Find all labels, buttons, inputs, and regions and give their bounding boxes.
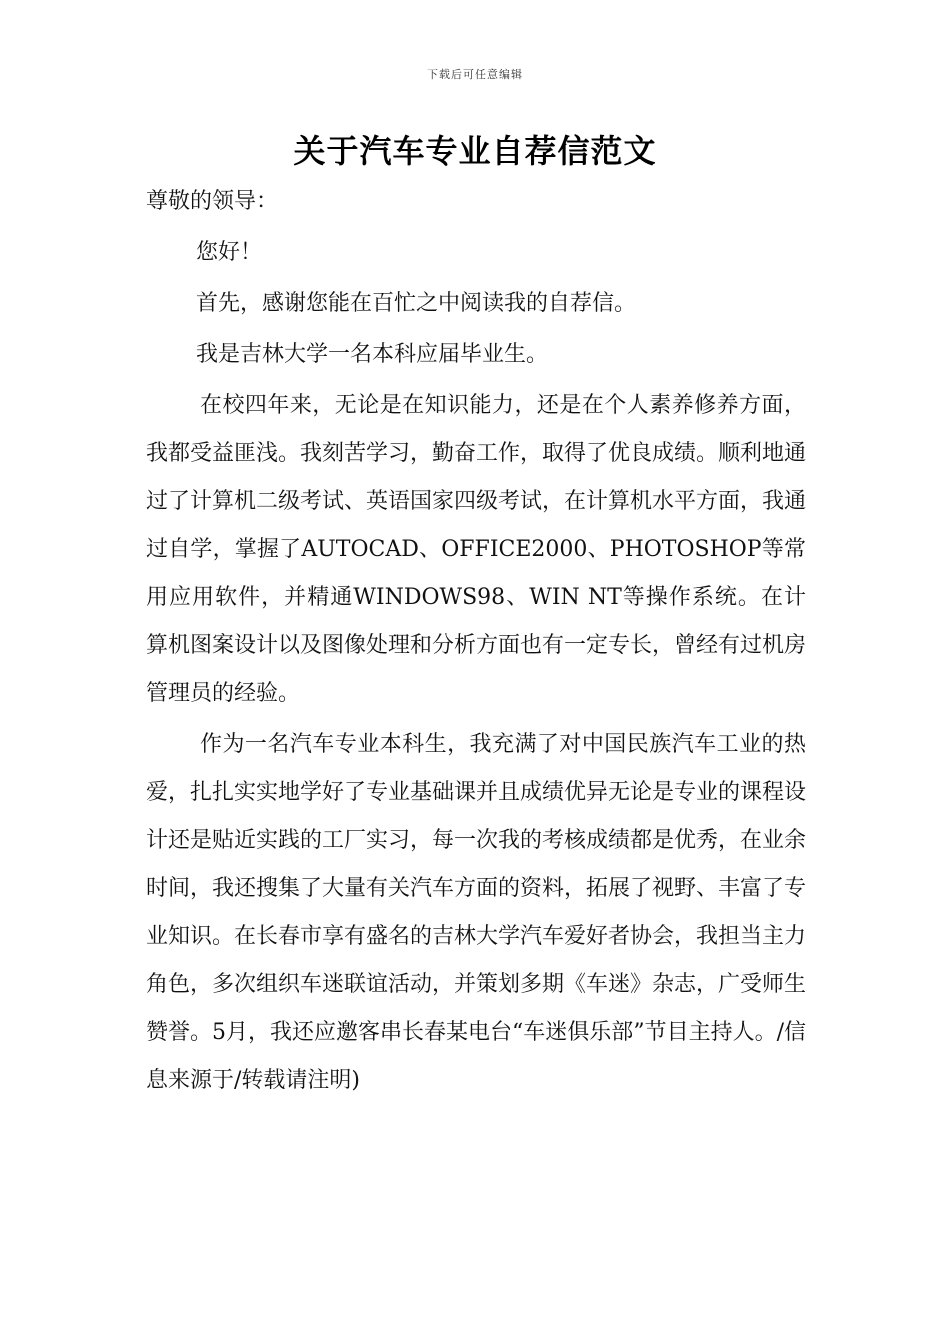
letter-body bbox=[146, 178, 806, 1105]
document-title: 关于汽车专业自荐信范文 bbox=[293, 132, 657, 170]
intro-line-2: 我是吉林大学一名本科应届毕业生。 bbox=[196, 342, 549, 367]
salutation: 尊敬的领导： bbox=[146, 189, 279, 214]
paragraph-education: 在校四年来，无论是在知识能力，还是在个人素养修养方面，我都受益匪浅。我刻苦学习，勤奋工作，取得了优良成绩。顺利地通过了计算机二级考试、英语国家四级考试，在计算机水平方面，我通过自学，掌握了AUTOCAD、OFFICE2000、PHOTOSHOP等常用应用软件，并精通WINDOWS98、WIN NT等操作系统。在计算机图案设计以及图像处理和分析方面也有一定专长，曾经有过机房管理员的经验。 bbox=[146, 393, 807, 706]
header-note: 下载后可任意编辑 bbox=[427, 68, 523, 81]
greeting: 您好！ bbox=[196, 240, 263, 265]
paragraph-major: 作为一名汽车专业本科生，我充满了对中国民族汽车工业的热爱，扎扎实实地学好了专业基础课并且成绩优异无论是专业的课程设计还是贴近实践的工厂实习，每一次我的考核成绩都是优秀，在业余时间，我还搜集了大量有关汽车方面的资料，拓展了视野、丰富了专业知识。在长春市享有盛名的吉林大学汽车爱好者协会，我担当主力角色，多次组织车迷联谊活动，并策划多期《车迷》杂志，广受师生赞誉。5月，我还应邀客串长春某电台“车迷俱乐部”节目主持人。/信息来源于/转载请注明) bbox=[146, 732, 807, 1093]
intro-line-1: 首先，感谢您能在百忙之中阅读我的自荐信。 bbox=[196, 291, 637, 316]
